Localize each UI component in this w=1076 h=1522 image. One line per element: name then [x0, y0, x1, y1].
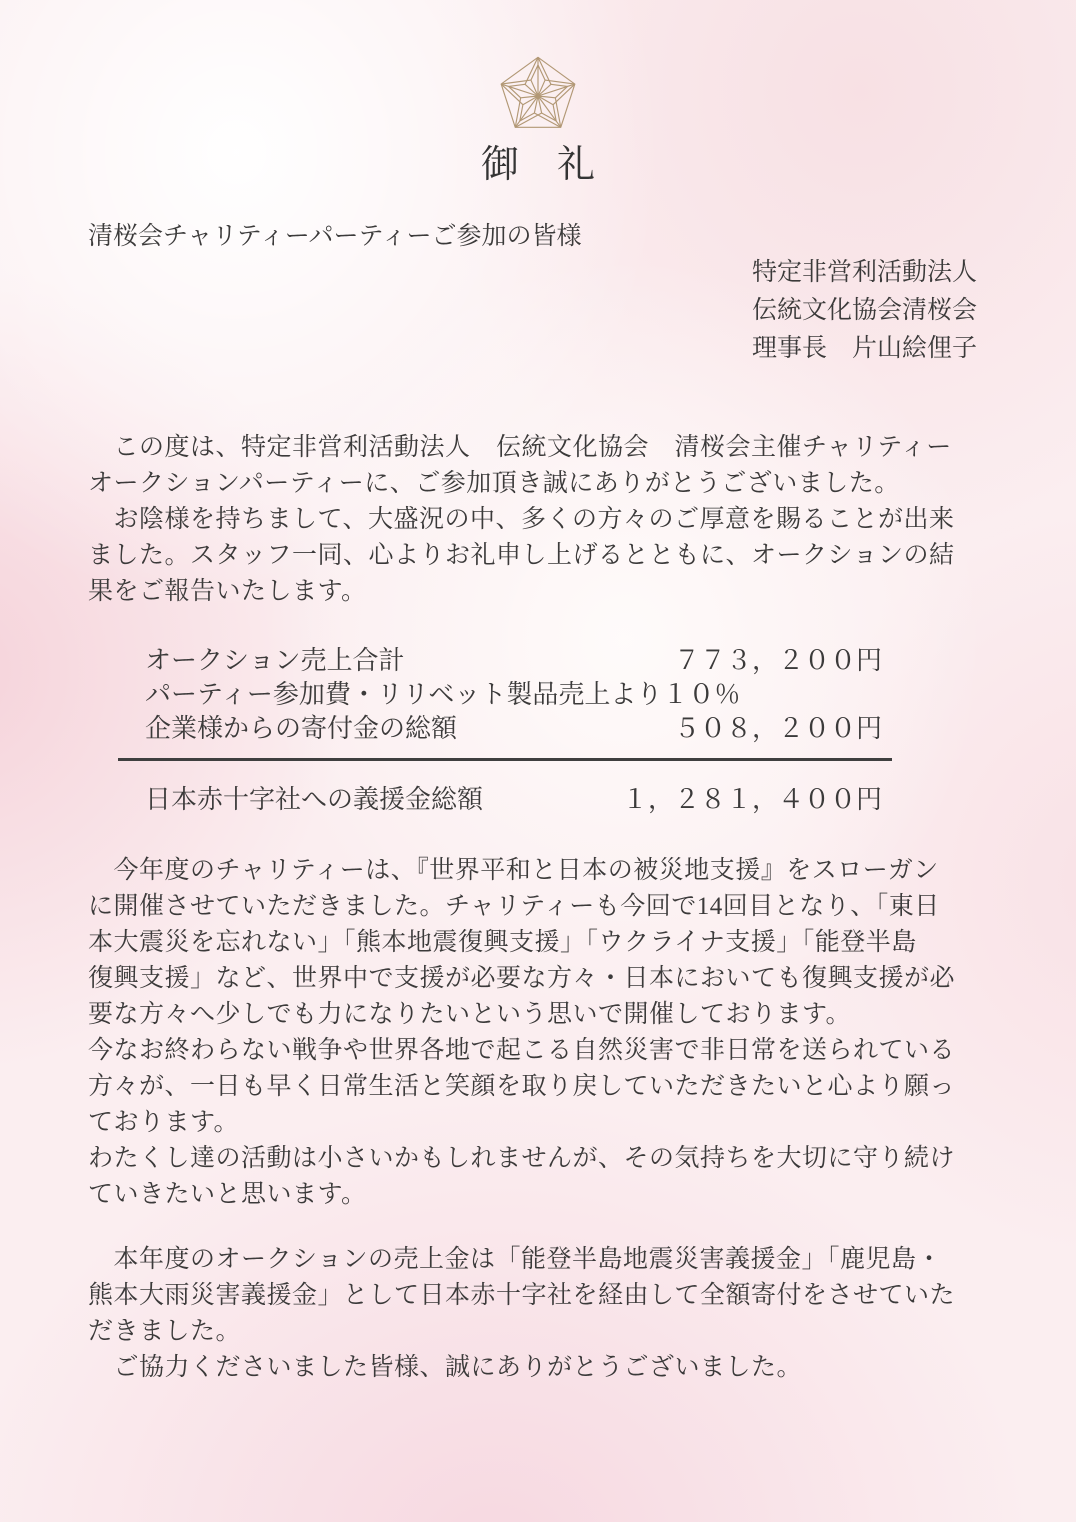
sender-organization-type: 特定非営利活動法人 — [752, 259, 978, 286]
body-line: ていきたいと思います。 — [88, 1181, 367, 1208]
result-row-party-fee — [145, 678, 882, 712]
closing-line: 熊本大雨災害義援金」として日本赤十字社を経由して全額寄付をさせていた — [88, 1282, 956, 1309]
opening-line: 果をご報告いたします。 — [88, 578, 367, 605]
closing-line: ご協力くださいました皆様、誠にありがとうございました。 — [88, 1354, 803, 1381]
auction-results-table — [145, 644, 882, 746]
results-divider — [118, 758, 892, 761]
body-line: 要な方々へ少しでも力になりたいという思いで開催しております。 — [88, 1001, 852, 1028]
total-label: 日本赤十字社への義援金総額 — [145, 785, 484, 814]
body-line: ております。 — [88, 1109, 240, 1136]
body-line: 方々が、一日も早く日常生活と笑顔を取り戻していただきたいと心より願っ — [88, 1073, 956, 1100]
body-line: 本大震災を忘れない」「熊本地震復興支援」「ウクライナ支援」「能登半島 — [88, 929, 917, 956]
body-paragraph — [88, 853, 998, 1213]
page-title: 御 礼 — [480, 144, 595, 186]
sender-block — [752, 254, 977, 368]
recipient-line: 清桜会チャリティーパーティーご参加の皆様 — [88, 223, 582, 250]
closing-line: 本年度のオークションの売上金は「能登半島地震災害義援金」「鹿児島・ — [88, 1246, 943, 1273]
opening-line: ました。スタッフ一同、心よりお礼申し上げるとともに、オークションの結 — [88, 542, 955, 569]
body-line: 復興支援」など、世界中で支援が必要な方々・日本においても復興支援が必 — [88, 965, 956, 992]
result-amount: ７７３，２００円 — [673, 646, 882, 675]
pentagon-sakura-crest-icon — [494, 54, 582, 138]
closing-line: だきました。 — [88, 1318, 242, 1345]
result-label: 企業様からの寄付金の総額 — [145, 714, 458, 743]
result-row-auction-sales — [145, 644, 882, 678]
sender-organization-name: 伝統文化協会清桜会 — [752, 297, 978, 324]
opening-line: オークションパーティーに、ご参加頂き誠にありがとうございました。 — [88, 470, 900, 497]
total-amount: １，２８１，４００円 — [621, 785, 882, 814]
total-donation-row — [145, 783, 882, 817]
opening-line: お陰様を持ちまして、大盛況の中、多くの方々のご厚意を賜ることが出来 — [88, 506, 955, 533]
result-amount: ５０８，２００円 — [673, 714, 882, 743]
body-line: に開催させていただきました。チャリティーも今回で14回目となり、「東日 — [88, 893, 940, 920]
closing-paragraph — [88, 1242, 998, 1386]
result-label: オークション売上合計 — [145, 646, 405, 675]
sender-representative: 理事長 片山絵俚子 — [752, 335, 978, 362]
opening-paragraph — [88, 430, 998, 610]
body-line: 今年度のチャリティーは、『世界平和と日本の被災地支援』をスローガン — [88, 857, 939, 884]
result-row-corporate-donations — [145, 712, 882, 746]
body-line: わたくし達の活動は小さいかもしれませんが、その気持ちを大切に守り続け — [88, 1145, 956, 1172]
opening-line: この度は、特定非営利活動法人 伝統文化協会 清桜会主催チャリティー — [88, 434, 952, 461]
result-label: パーティー参加費・リリベット製品売上より１０％ — [145, 680, 741, 709]
body-line: 今なお終わらない戦争や世界各地で起こる自然災害で非日常を送られている — [88, 1037, 956, 1064]
